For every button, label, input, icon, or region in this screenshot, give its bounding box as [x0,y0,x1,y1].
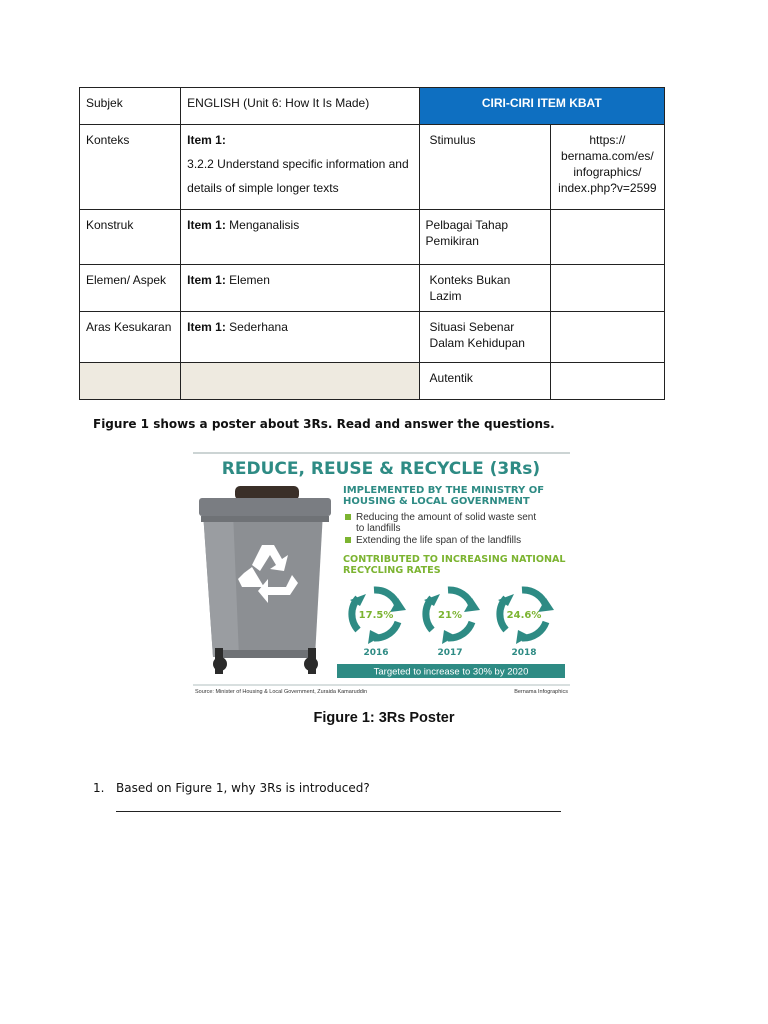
stimulus-url: https:// bernama.com/es/ infographics/ index.php?v=2599 [550,125,664,210]
question-text: Based on Figure 1, why 3Rs is introduced? [116,781,370,795]
criteria-label: Pelbagai Tahap Pemikiran [419,210,550,265]
empty-cell [181,363,419,400]
rates-heading-1: CONTRIBUTED TO INCREASING NATIONAL [343,554,566,565]
table-row [80,265,665,312]
bullet-square-icon [345,514,351,520]
target-text: Targeted to increase to 30% by 2020 [373,666,529,678]
bullet-1-line-2: to landfills [356,523,401,534]
kbat-header: CIRI-CIRI ITEM KBAT [419,88,664,125]
source-text: Source: Minister of Housing & Local Government, Zuraida Kamaruddin [195,689,368,695]
construct-cell [181,210,419,265]
skill-text-1: 3.2.2 Understand specific information and [187,157,409,171]
construct-value: Menganalisis [225,218,300,232]
criteria-label: Situasi Sebenar Dalam Kehidupan [419,312,550,363]
rate-year-2017: 2017 [437,648,463,658]
recycle-bin-icon [199,486,331,674]
bullet-square-icon [345,537,351,543]
rate-circle-2016 [350,590,406,658]
element-value: Elemen [225,273,270,287]
row-label: Konstruk [80,210,181,265]
rates-heading-2: RECYCLING RATES [343,565,441,576]
bullet-2: Extending the life span of the landfills [356,535,522,546]
row-label: Elemen/ Aspek [80,265,181,312]
instruction-text: Figure 1 shows a poster about 3Rs. Read and answer the questions. [93,417,555,431]
table-row [80,363,665,400]
row-label [80,363,181,400]
element-cell [181,265,419,312]
bullet-1-line-1: Reducing the amount of solid waste sent [356,512,537,523]
criteria-value [550,210,664,265]
rate-value-2016: 17.5% [358,610,394,621]
item-label: Item 1: [187,320,226,334]
context-cell [181,125,419,210]
row-label: Aras Kesukaran [80,312,181,363]
criteria-value [550,363,664,400]
skill-text-2: details of simple longer texts [187,181,339,195]
rate-circle-2018 [498,590,554,658]
implementation-heading-2: HOUSING & LOCAL GOVERNMENT [343,496,530,507]
criteria-label: Stimulus [419,125,550,210]
table-row [80,88,665,125]
rate-circle-2017 [424,590,480,658]
answer-line[interactable] [116,811,561,812]
row-label: Subjek [80,88,181,125]
rate-year-2018: 2018 [511,648,537,658]
difficulty-value: Sederhana [225,320,288,334]
criteria-label: Konteks Bukan Lazim [419,265,550,312]
kbat-table [79,87,665,400]
table-row [80,312,665,363]
rate-value-2018: 24.6% [506,610,542,621]
rate-year-2016: 2016 [363,648,389,658]
question-number: 1. [93,781,105,795]
criteria-value [550,265,664,312]
credit-text: Bernama Infographics [514,689,568,695]
row-label: Konteks [80,125,181,210]
implementation-heading-1: IMPLEMENTED BY THE MINISTRY OF [343,485,545,496]
criteria-value [550,312,664,363]
poster-title: REDUCE, REUSE & RECYCLE (3Rs) [221,459,541,479]
rate-value-2017: 21% [438,610,462,621]
table-row [80,210,665,265]
subject-value: ENGLISH (Unit 6: How It Is Made) [181,88,419,125]
poster-svg [193,452,570,698]
table-row [80,125,665,210]
poster-figure [193,452,570,698]
difficulty-cell [181,312,419,363]
figure-caption: Figure 1: 3Rs Poster [313,710,455,726]
criteria-label: Autentik [419,363,550,400]
item-label: Item 1: [187,133,226,147]
item-label: Item 1: [187,273,226,287]
item-label: Item 1: [187,218,226,232]
